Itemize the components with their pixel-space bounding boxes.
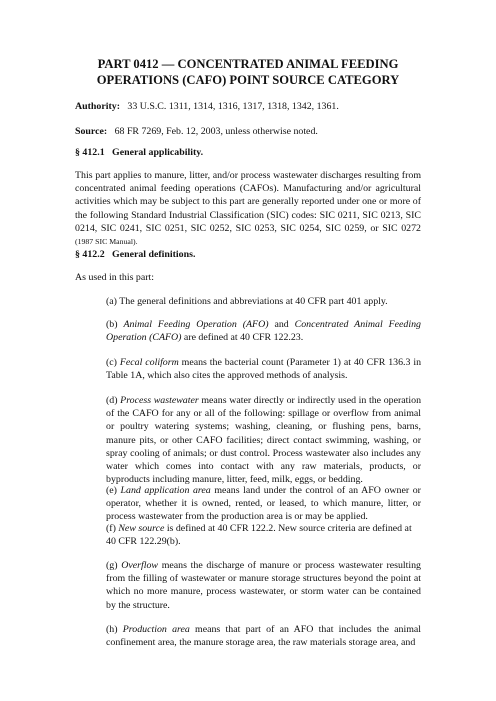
definition-c: [106, 356, 421, 382]
definition-e-prefix: (e): [106, 485, 121, 496]
source-line: [75, 125, 421, 138]
definition-h-prefix: (h): [106, 624, 123, 635]
section-412-1-body: [75, 169, 421, 248]
section-412-2-heading: § 412.2 General definitions.: [75, 249, 196, 260]
definition-f-term: New source: [118, 523, 165, 534]
definition-e-term: Land application area: [120, 485, 211, 496]
definition-b: [106, 318, 421, 344]
definition-c-term: Fecal coliform: [119, 357, 179, 368]
definition-h-text: means that part of an AFO that includes the animal confinement area, the manure storage area, the raw materials storage area, and: [106, 624, 422, 649]
definition-f: [106, 522, 421, 548]
definition-d-term: Process wastewater: [120, 395, 199, 406]
definition-b-prefix: (b): [106, 319, 124, 330]
definition-g: [106, 559, 421, 612]
definition-d-prefix: (d): [106, 395, 121, 406]
part-title-line-2: OPERATIONS (CAFO) POINT SOURCE CATEGORY: [96, 73, 400, 87]
definition-h: [106, 623, 421, 649]
authority-label: Authority:: [75, 101, 120, 112]
definition-d: [106, 394, 421, 486]
definition-a: (a) The general definitions and abbreviations at 40 CFR part 401 apply.: [106, 296, 388, 307]
source-label: Source:: [75, 126, 108, 137]
part-title-line-1: PART 0412 — CONCENTRATED ANIMAL FEEDING: [97, 57, 399, 71]
authority-line: [75, 100, 421, 113]
definition-e-text: means land under the control of an AFO owner or operator, whether it is owned, rented, or leased, to which manure, litter, or process wastewater from the production area is or may be applied.: [106, 485, 421, 523]
definition-c-text: means the bacterial count (Parameter 1) at 40 CFR 136.3 in Table 1A, which also cites the approved methods of analysis.: [106, 357, 422, 382]
definition-b-term-afo: Animal Feeding Operation (AFO): [123, 319, 269, 330]
definition-c-prefix: (c): [106, 357, 120, 368]
definition-b-term-cafo: Concentrated Animal Feeding Operation (CAFO): [106, 319, 421, 344]
section-412-1-text: This part applies to manure, litter, and/or process wastewater discharges resulting from concentrated animal feeding operations (CAFOs). Manufacturing and/or agricultural activities which may be subject to this part are generally reported under one or more of the following Standard Industrial Classification (SIC) codes: SIC 0211, SIC 0213, SIC 0214, SIC 0241, SIC 0251, SIC 0252, SIC 0253, SIC 0254, SIC 0259, or SIC 0272: [75, 170, 421, 234]
section-412-1-heading: § 412.1 General applicability.: [75, 147, 204, 158]
section-412-2-intro: As used in this part:: [75, 272, 154, 283]
definition-g-prefix: (g): [106, 560, 122, 571]
source-text: 68 FR 7269, Feb. 12, 2003, unless otherwise noted.: [114, 126, 318, 137]
definition-f-text: is defined at 40 CFR 122.2. New source criteria are defined at 40 CFR 122.29(b).: [106, 523, 412, 548]
definition-g-text: means the discharge of manure or process wastewater resulting from the filling of wastewater or manure storage structures beyond the point at which no more manure, process wastewater, or storm water can be contained by the structure.: [106, 560, 421, 611]
part-title: [60, 56, 436, 88]
definition-d-text: means water directly or indirectly used in the operation of the CAFO for any or all of the following: spillage or overflow from animal or poultry watering systems; washing, cleaning, or flushing pens, barns, manure pits, or other CAFO facilities; direct contact swimming, washing, or spray cooling of animals; or dust control. Process wastewater also includes any water which comes into contact with any raw materials, products, or byproducts including manure, litter, feed, milk, eggs, or bedding.: [106, 395, 422, 486]
definition-b-conjunction: and: [268, 319, 295, 330]
sic-manual-note: (1987 SIC Manual).: [75, 237, 138, 247]
authority-text: 33 U.S.C. 1311, 1314, 1316, 1317, 1318, 1342, 1361.: [127, 101, 339, 112]
definition-b-text: are defined at 40 CFR 122.23.: [181, 332, 304, 344]
definition-e: [106, 484, 421, 524]
definition-h-term: Production area: [122, 624, 190, 635]
definition-f-prefix: (f): [106, 523, 119, 534]
definition-g-term: Overflow: [121, 560, 158, 571]
